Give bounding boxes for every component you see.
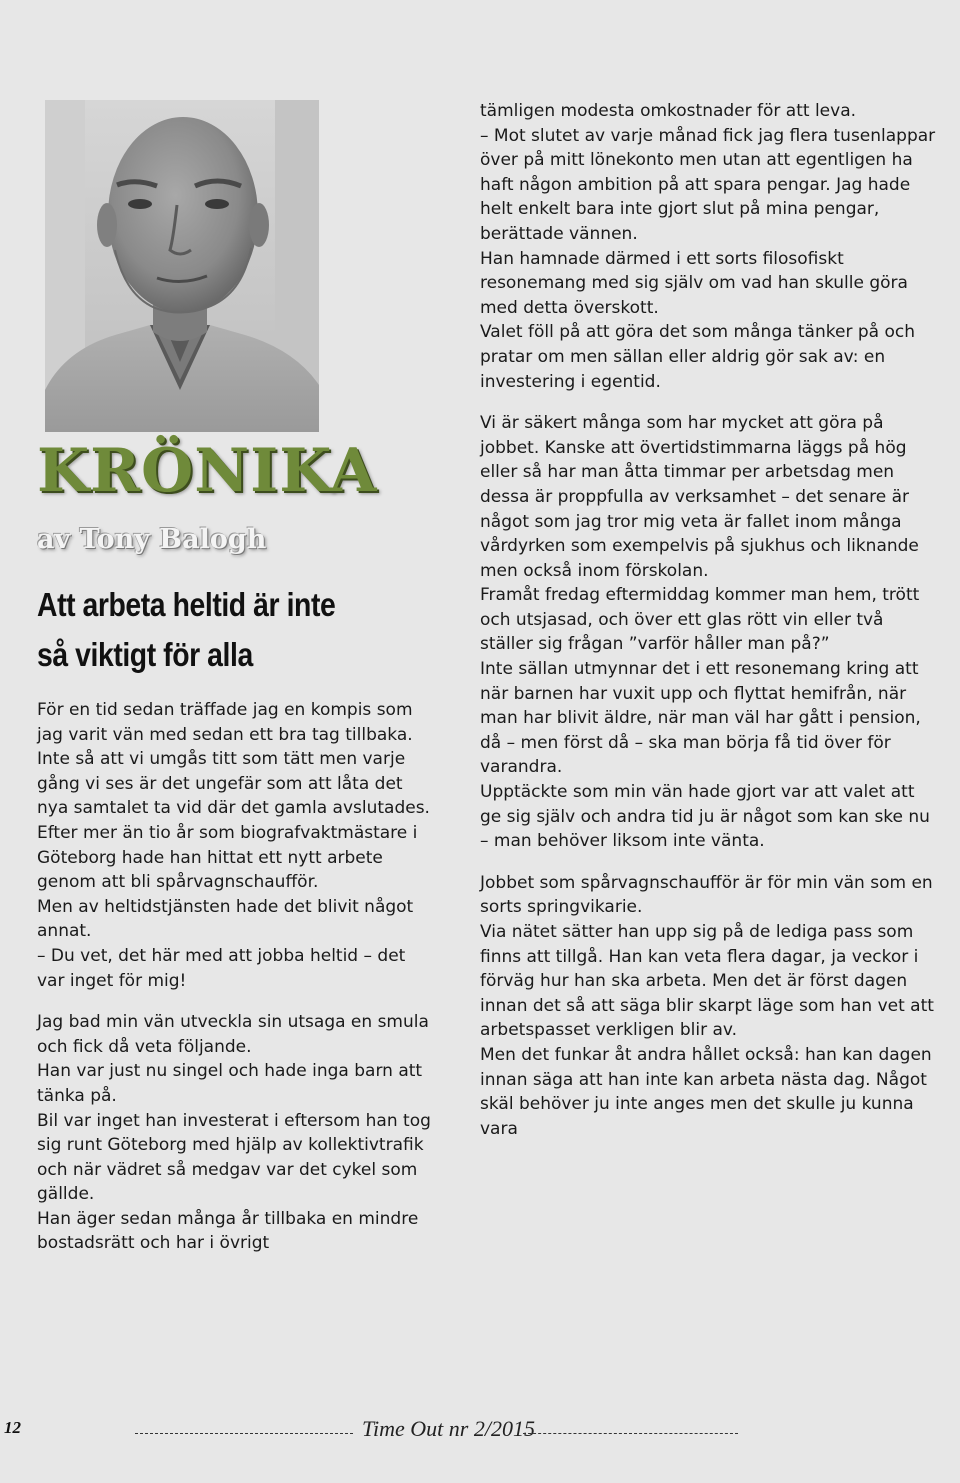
left-column: [37, 698, 437, 1256]
paragraph: Inte sällan utmynnar det i ett resonemang kring att när barnen har vuxit upp och flyttat hemifrån, när man har blivit äldre, när man väl har gått i pension, då – men först då – ska man börja få tid över för varandra.: [480, 659, 921, 778]
page-number: 12: [4, 1418, 21, 1437]
paragraph: Valet föll på att göra det som många tänker på och pratar om men sällan eller aldrig gör sak av: en investering i egentid.: [480, 322, 915, 392]
headline-line-1: Att arbeta heltid är inte: [37, 586, 336, 623]
paragraph: Via nätet sätter han upp sig på de lediga pass som finns att tillgå. Han kan veta flera dagar, ja veckor i förväg hur han ska arbeta. Men det är först dagen innan det så att säga blir skarpt läge som han vet att arbetspasset verkligen blir av.: [480, 922, 934, 1041]
headline-line-2: så viktigt för alla: [37, 636, 253, 673]
footer-divider-right: [523, 1433, 738, 1434]
paragraph: Han äger sedan många år tillbaka en mindre bostadsrätt och har i övrigt: [37, 1208, 419, 1254]
paragraph: Framåt fredag eftermiddag kommer man hem, trött och utsjasad, och över ett glas rött vin eller två ställer sig frågan ”varför håller man på?”: [480, 585, 920, 655]
page-footer: [0, 1408, 960, 1458]
paragraph: Han var just nu singel och hade inga barn att tänka på.: [37, 1061, 423, 1106]
right-column: [480, 99, 940, 1141]
paragraph: – Mot slutet av varje månad fick jag flera tusenlappar över på mitt lönekonto men utan att egentligen ha haft någon ambition på att spara pengar. Jag hade helt enkelt bara inte gjort slut på mina pengar, berättade vännen.: [480, 125, 936, 244]
paragraph: Men av heltidstjänsten hade det blivit något annat.: [37, 896, 414, 942]
footer-divider-left: [135, 1433, 353, 1434]
paragraph: För en tid sedan träffade jag en kompis som jag varit vän med sedan ett bra tag tillbaka.: [37, 700, 413, 745]
paragraph: Men det funkar åt andra hållet också: han kan dagen innan säga att han inte kan arbeta nästa dag. Något skäl behöver ju inte anges men det skulle ju kunna vara: [480, 1044, 932, 1139]
paragraph: Jobbet som spårvagnschaufför är för min vän som en sorts springvikarie.: [480, 872, 933, 918]
author-byline: av Tony Balogh: [37, 524, 267, 555]
paragraph: Vi är säkert många som har mycket att göra på jobbet. Kanske att övertidstimmarna läggs på hög eller så har man åtta timmar per arbetsdag men dessa är proppfulla av verksamhet – det senare är något som jag tror mig veta är fallet inom många vårdyrken som exempelvis på sjukhus och liknande men också inom förskolan.: [480, 413, 919, 581]
paragraph: Jag bad min vän utveckla sin utsaga en smula och fick då veta följande.: [37, 1012, 429, 1057]
publication-name: Time Out nr 2/2015: [362, 1416, 535, 1441]
paragraph: Bil var inget han investerat i eftersom han tog sig runt Göteborg med hjälp av kollektivtrafik och när vädret så medgav var det cykel som gällde.: [37, 1110, 431, 1205]
article-headline: [37, 580, 381, 680]
paragraph: Inte så att vi umgås titt som tätt men varje gång vi ses är det ungefär som att låta det nya samtalet ta vid där det gamla avslutades.: [37, 749, 430, 819]
portrait-photo-icon: [45, 100, 319, 432]
paragraph: Han hamnade därmed i ett sorts filosofiskt resonemang med sig själv om vad han skulle göra med detta överskott.: [480, 248, 908, 318]
section-title: KRÖNIKA: [37, 436, 378, 506]
paragraph: Upptäckte som min vän hade gjort var att valet att ge sig själv och andra tid ju är något som kan ske nu – man behöver liksom inte vänta.: [480, 782, 930, 852]
paragraph: tämligen modesta omkostnader för att leva.: [480, 101, 857, 121]
paragraph: Efter mer än tio år som biografvaktmästare i Göteborg hade han hittat ett nytt arbete genom att bli spårvagnschaufför.: [37, 822, 418, 893]
author-photo: [45, 100, 319, 432]
paragraph: – Du vet, det här med att jobba heltid – det var inget för mig!: [37, 945, 406, 991]
